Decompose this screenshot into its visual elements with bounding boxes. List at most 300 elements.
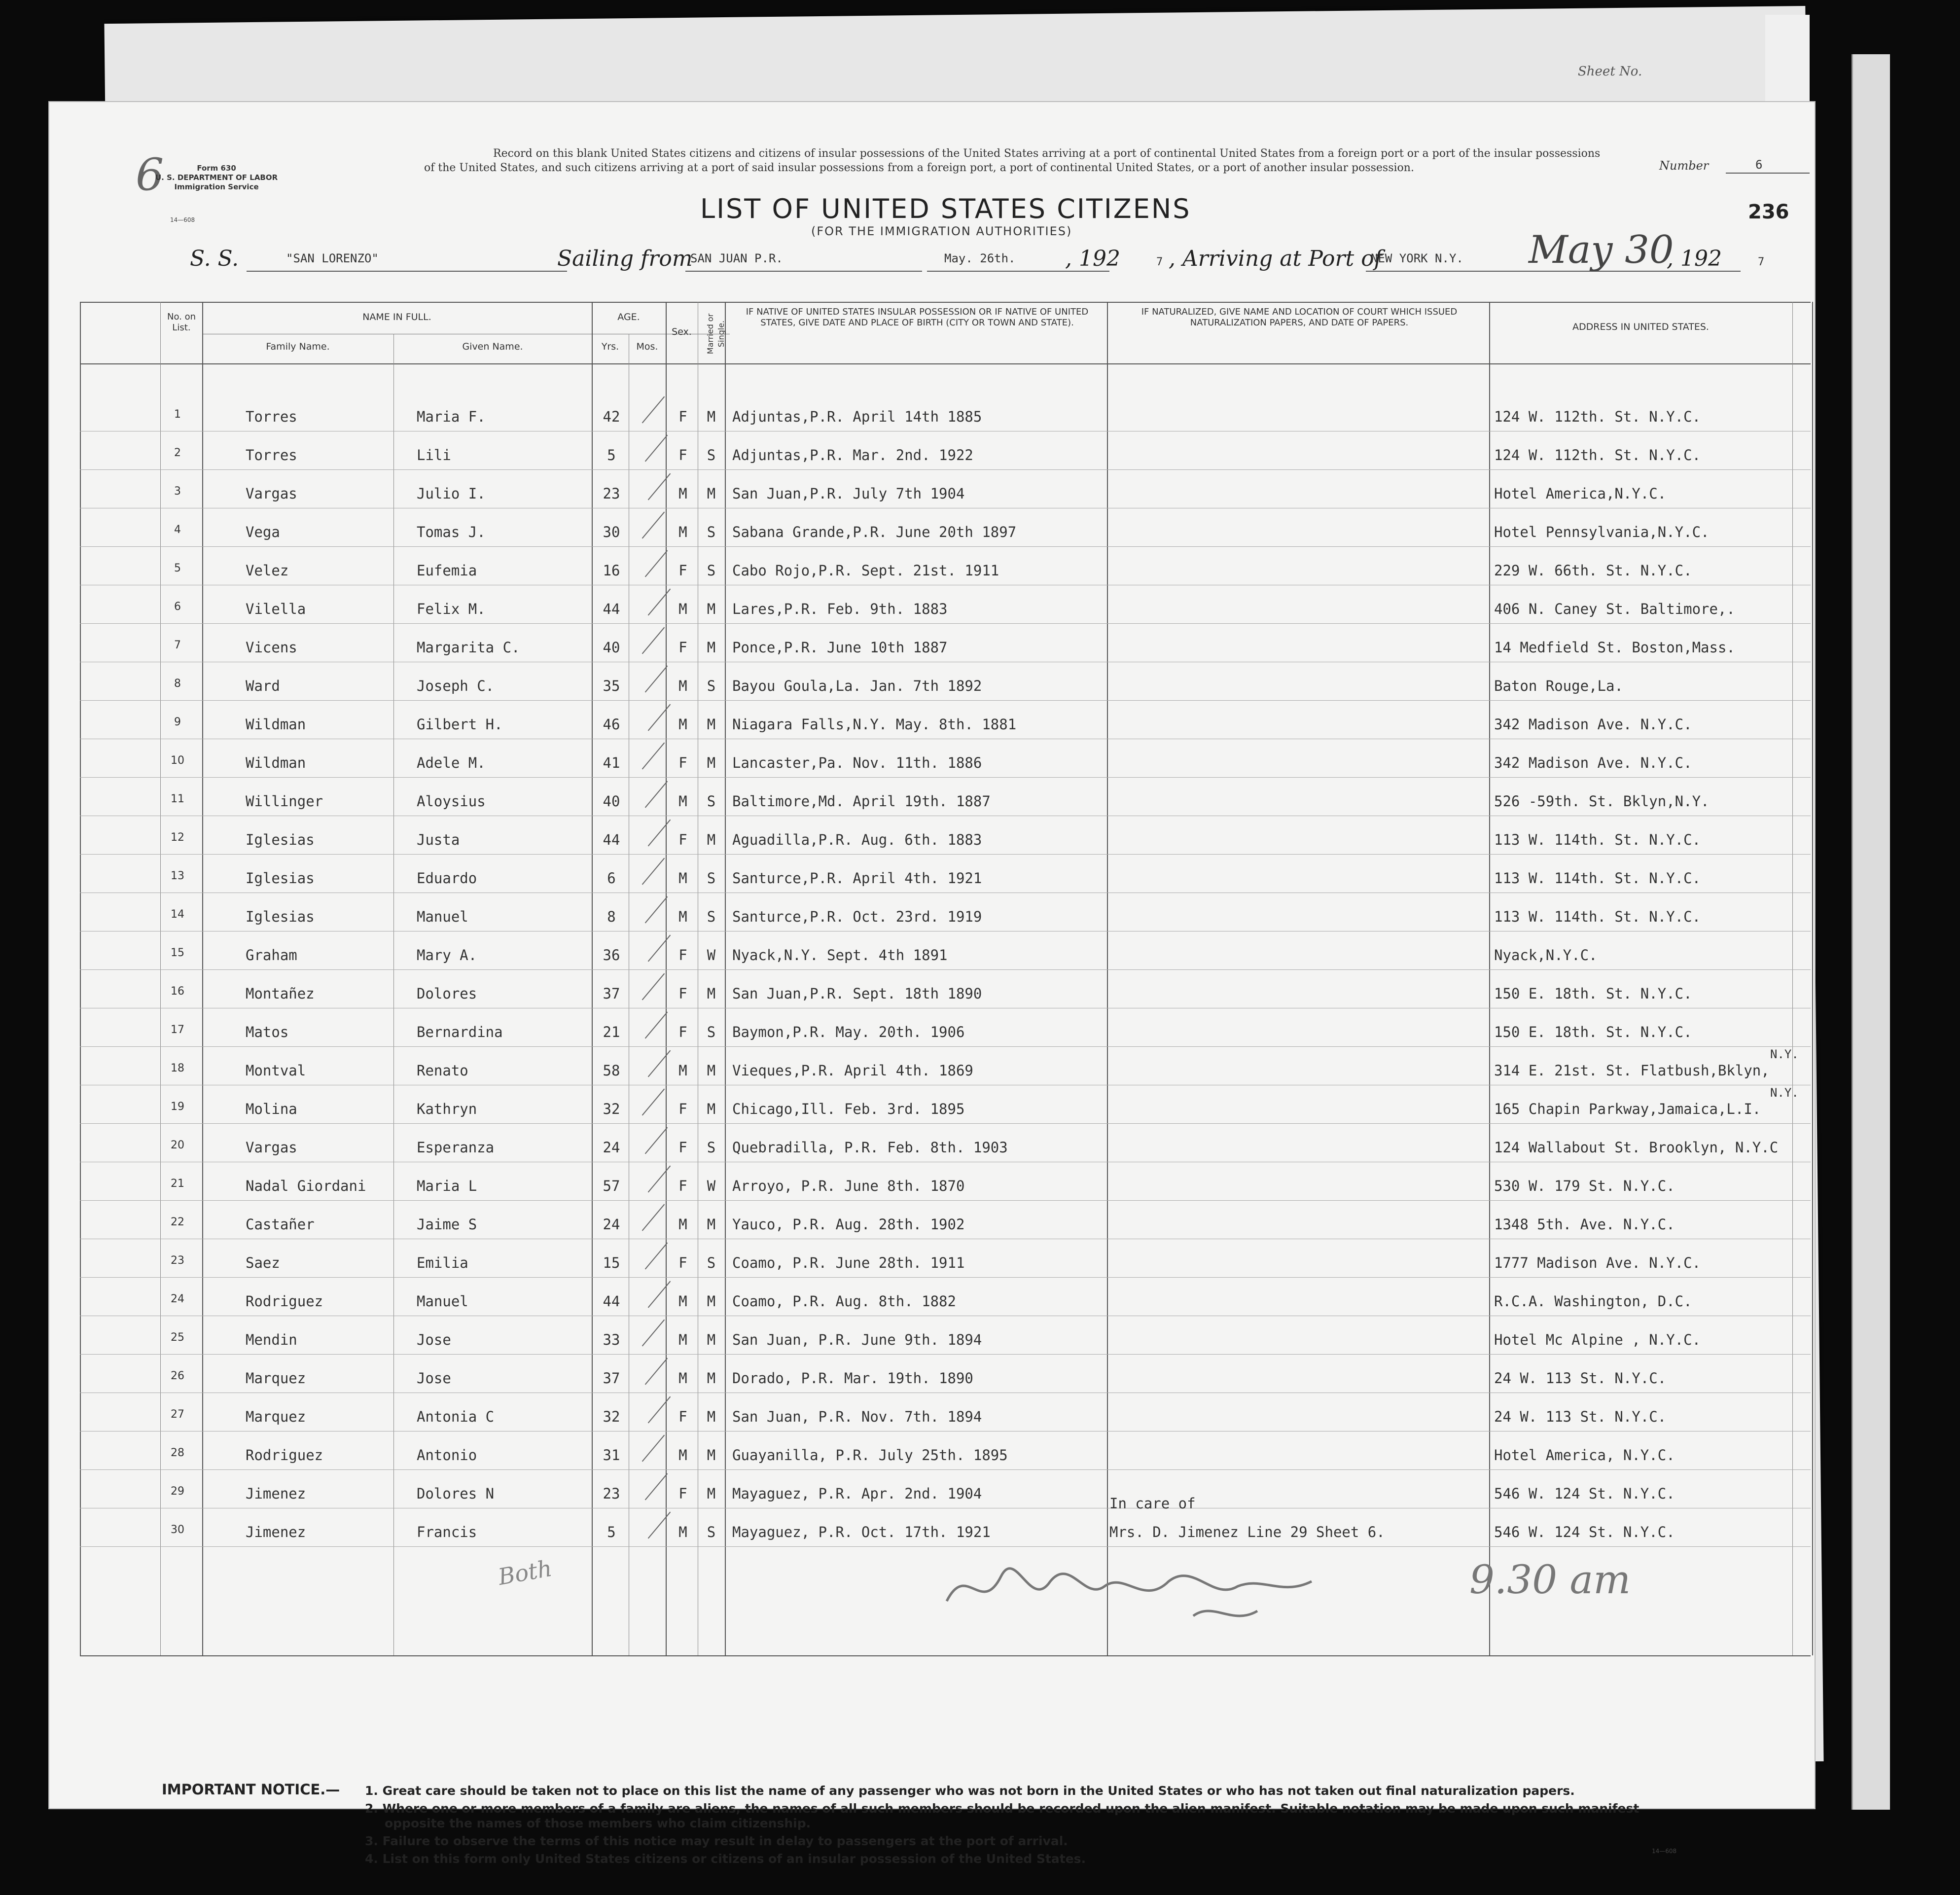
time-note-handwritten: 9.30 am [1469,1557,1631,1603]
sex: M [678,1524,687,1540]
sex: M [678,524,687,540]
birth-place-date: Yauco, P.R. Aug. 28th. 1902 [732,1216,965,1233]
address-note: N.Y. [1770,1047,1799,1061]
age-years: 5 [607,447,616,464]
us-address: 546 W. 124 St. N.Y.C. [1494,1524,1675,1540]
age-years: 32 [603,1101,620,1117]
naturalization-info: In care of [1109,1495,1196,1512]
us-address: 1348 5th. Ave. N.Y.C. [1494,1216,1675,1233]
us-address: R.C.A. Washington, D.C. [1494,1293,1692,1310]
row-divider [80,1123,1811,1124]
family-name: Rodriguez [246,1293,323,1310]
row-number: 5 [174,562,181,574]
col-sep [393,334,394,1655]
age-years: 8 [607,908,616,925]
row-divider [80,1277,1811,1278]
row-divider [80,969,1811,970]
family-name: Wildman [246,754,306,771]
sex: F [678,1408,687,1425]
marital-status: S [707,793,716,810]
notice-2-cont: opposite the names of those members who claim citizenship. [385,1816,811,1830]
row-divider [80,1469,1811,1470]
family-name: Molina [246,1101,297,1117]
arrival-year-prefix: , 192 [1667,246,1722,271]
table-bottom-border [80,1655,1811,1656]
col-sep [725,302,726,1655]
marital-status: M [707,1101,716,1117]
row-number: 7 [174,639,181,651]
given-name: Joseph C. [417,678,495,694]
row-divider [80,623,1811,624]
us-address: 342 Madison Ave. N.Y.C. [1494,716,1692,733]
sailing-underline [685,271,922,272]
arrival-year: 7 [1758,256,1765,268]
sex: M [678,1216,687,1233]
birth-place-date: Mayaguez, P.R. Oct. 17th. 1921 [732,1524,991,1540]
birth-place-date: Quebradilla, P.R. Feb. 8th. 1903 [732,1139,1008,1156]
form-number: Form 630 [197,164,236,173]
us-address: Hotel America,N.Y.C. [1494,485,1667,502]
given-name: Antonio [417,1447,477,1464]
row-divider [80,1354,1811,1355]
row-divider [80,700,1811,701]
given-name: Mary A. [417,947,477,964]
us-address: Baton Rouge,La. [1494,678,1623,694]
us-address: 314 E. 21st. St. Flatbush,Bklyn, [1494,1062,1770,1079]
row-number: 20 [171,1139,184,1151]
check-mark [645,550,668,577]
row-number: 19 [171,1101,184,1113]
row-number: 23 [171,1254,184,1267]
footer-form-code: 14—608 [1652,1848,1677,1855]
row-number: 2 [174,447,181,459]
given-name: Jose [417,1370,451,1387]
family-name: Graham [246,947,297,964]
check-mark [642,1320,665,1347]
sex: F [678,831,687,848]
family-name: Willinger [246,793,323,810]
row-divider [80,1200,1811,1201]
notice-2: 2. Where one or more members of a family are aliens, the names of all such members should be recorded upon the alien manifest. Suitable notation may be made upon such manifest [365,1801,1639,1816]
age-years: 46 [603,716,620,733]
family-name: Vargas [246,485,297,502]
row-divider [80,777,1811,778]
us-address: 124 W. 112th. St. N.Y.C. [1494,447,1701,464]
row-number: 29 [171,1485,184,1498]
us-address: 342 Madison Ave. N.Y.C. [1494,754,1692,771]
family-name: Iglesias [246,870,315,887]
header-mos: Mos. [636,341,658,352]
header-naturalized: IF NATURALIZED, GIVE NAME AND LOCATION OF COURT WHICH ISSUED NATURALIZATION PAPERS, AND DATE OF PAPERS. [1141,307,1458,328]
given-name: Eufemia [417,562,477,579]
sex: M [678,601,687,617]
birth-place-date: Guayanilla, P.R. July 25th. 1895 [732,1447,1008,1464]
birth-place-date: Aguadilla,P.R. Aug. 6th. 1883 [732,831,982,848]
given-name: Kathryn [417,1101,477,1117]
marital-status: M [707,1408,716,1425]
arrival-port: NEW YORK N.Y. [1371,251,1463,265]
marital-status: M [707,601,716,617]
marital-status: S [707,447,716,464]
age-years: 36 [603,947,620,964]
intro-text: Record on this blank United States citizens and citizens of insular possessions of the United States arriving at a port of continental United States from a foreign port or a port of the insular possessions of the United States, and such citizens arriving at a port of said insular possessions from a foreign port, a port of continental United States, or a port of another insular possession. [424,147,1601,174]
page-title: LIST OF UNITED STATES CITIZENS [700,193,1191,224]
sex: M [678,716,687,733]
family-name: Torres [246,447,297,464]
check-mark [645,435,668,462]
family-name: Nadal Giordani [246,1178,366,1194]
us-address: 113 W. 114th. St. N.Y.C. [1494,831,1701,848]
header-given-name: Given Name. [462,341,523,352]
naturalization-info: Mrs. D. Jimenez Line 29 Sheet 6. [1109,1524,1385,1540]
col-sep [1489,302,1490,1655]
family-name: Iglesias [246,831,315,848]
us-address: 229 W. 66th. St. N.Y.C. [1494,562,1692,579]
age-years: 44 [603,1293,620,1310]
given-name: Bernardina [417,1024,503,1040]
sheet-no-label: Sheet No. [1578,64,1642,79]
family-name: Velez [246,562,289,579]
us-address: 150 E. 18th. St. N.Y.C. [1494,985,1692,1002]
age-years: 40 [603,793,620,810]
notice-3: 3. Failure to observe the terms of this notice may result in delay to passengers at the port of arrival. [365,1834,1068,1848]
sex: M [678,1331,687,1348]
row-number: 12 [171,831,184,844]
ship-name: "SAN LORENZO" [286,251,379,265]
age-years: 37 [603,1370,620,1387]
given-name: Francis [417,1524,477,1540]
age-years: 31 [603,1447,620,1464]
birth-place-date: Dorado, P.R. Mar. 19th. 1890 [732,1370,973,1387]
check-mark [648,473,671,501]
marital-status: M [707,1447,716,1464]
check-mark [645,1243,668,1270]
service-name: Immigration Service [174,182,259,191]
given-name: Margarita C. [417,639,520,656]
family-name: Montañez [246,985,315,1002]
birth-place-date: Coamo, P.R. Aug. 8th. 1882 [732,1293,956,1310]
given-name: Maria F. [417,408,486,425]
arriving-label: , Arriving at Port of [1169,246,1382,271]
age-years: 6 [607,870,616,887]
check-mark [642,512,665,539]
age-years: 15 [603,1254,620,1271]
age-years: 40 [603,639,620,656]
given-name: Dolores N [417,1485,495,1502]
check-mark [645,1473,668,1501]
sex: F [678,1139,687,1156]
corner-mark: 6 [136,149,164,201]
birth-place-date: Baymon,P.R. May. 20th. 1906 [732,1024,965,1040]
us-address: 530 W. 179 St. N.Y.C. [1494,1178,1675,1194]
birth-place-date: Arroyo, P.R. June 8th. 1870 [732,1178,965,1194]
birth-place-date: Ponce,P.R. June 10th 1887 [732,639,948,656]
family-name: Matos [246,1024,289,1040]
age-years: 23 [603,1485,620,1502]
given-name: Jose [417,1331,451,1348]
given-name: Justa [417,831,460,848]
given-name: Gilbert H. [417,716,503,733]
row-divider [80,1046,1811,1047]
us-address: 113 W. 114th. St. N.Y.C. [1494,908,1701,925]
age-years: 23 [603,485,620,502]
marital-status: M [707,1370,716,1387]
ss-label: S. S. [190,246,239,271]
marital-status: S [707,678,716,694]
check-mark [648,1050,671,1077]
family-name: Montval [246,1062,306,1079]
table-header-bottom [80,363,1811,364]
row-number: 9 [174,716,181,728]
adjacent-page-edge [1852,54,1890,1810]
page-subtitle: (FOR THE IMMIGRATION AUTHORITIES) [811,224,1072,238]
birth-place-date: Lares,P.R. Feb. 9th. 1883 [732,601,948,617]
check-mark [642,1204,665,1231]
age-years: 37 [603,985,620,1002]
check-mark [648,1396,671,1424]
check-mark [642,627,665,654]
header-address: ADDRESS IN UNITED STATES. [1572,322,1709,332]
marital-status: M [707,1485,716,1502]
sail-year: 7 [1156,256,1163,268]
given-name: Antonia C [417,1408,495,1425]
birth-place-date: Adjuntas,P.R. April 14th 1885 [732,408,982,425]
age-years: 57 [603,1178,620,1194]
age-years: 24 [603,1216,620,1233]
age-years: 44 [603,601,620,617]
birth-place-date: Baltimore,Md. April 19th. 1887 [732,793,991,810]
age-years: 42 [603,408,620,425]
sex: M [678,1447,687,1464]
check-mark [642,396,665,424]
given-name: Esperanza [417,1139,495,1156]
sheet-number: 236 [1748,201,1789,223]
check-mark [648,820,671,847]
notice-4: 4. List on this form only United States citizens or citizens of an insular possession of the United States. [365,1852,1086,1866]
col-sep [666,302,667,1655]
marital-status: S [707,562,716,579]
sex: F [678,1024,687,1040]
row-number: 3 [174,485,181,498]
given-name: Felix M. [417,601,486,617]
given-name: Maria L [417,1178,477,1194]
number-value: 6 [1755,158,1763,172]
header-married-single: Married or Single. [706,313,726,355]
row-number: 10 [171,754,184,767]
arrival-date-handwritten: May 30 [1529,228,1674,272]
check-mark [645,1358,668,1385]
age-years: 32 [603,1408,620,1425]
marital-status: M [707,985,716,1002]
marital-status: M [707,1331,716,1348]
us-address: Hotel Pennsylvania,N.Y.C. [1494,524,1710,540]
given-name: Aloysius [417,793,486,810]
row-number: 13 [171,870,184,882]
given-name: Lili [417,447,451,464]
age-years: 33 [603,1331,620,1348]
marital-status: M [707,1062,716,1079]
marital-status: S [707,1254,716,1271]
birth-place-date: Chicago,Ill. Feb. 3rd. 1895 [732,1101,965,1117]
address-note: N.Y. [1770,1086,1799,1100]
given-name: Jaime S [417,1216,477,1233]
row-number: 26 [171,1370,184,1382]
birth-place-date: Vieques,P.R. April 4th. 1869 [732,1062,973,1079]
header-no-on-list: No. on List. [167,312,196,333]
family-name: Torres [246,408,297,425]
row-number: 27 [171,1408,184,1421]
family-name: Vicens [246,639,297,656]
row-number: 15 [171,947,184,959]
check-mark [648,1166,671,1193]
sex: M [678,908,687,925]
us-address: 124 Wallabout St. Brooklyn, N.Y.C [1494,1139,1779,1156]
number-label: Number [1659,159,1709,173]
col-sep [202,302,203,1655]
marital-status: S [707,524,716,540]
number-underline [1726,173,1810,174]
family-name: Marquez [246,1408,306,1425]
given-name: Tomas J. [417,524,486,540]
header-birth: IF NATIVE OF UNITED STATES INSULAR POSSESSION OR IF NATIVE OF UNITED STATES, GIVE DATE AND PLACE OF BIRTH (CITY OR TOWN AND STATE). [746,307,1089,328]
sex: F [678,1101,687,1117]
marital-status: M [707,754,716,771]
sex: M [678,793,687,810]
us-address: 526 -59th. St. Bklyn,N.Y. [1494,793,1710,810]
header-family-name: Family Name. [266,341,330,352]
check-mark [642,1435,665,1462]
row-number: 18 [171,1062,184,1074]
family-name: Mendin [246,1331,297,1348]
header-sex: Sex. [672,326,692,337]
check-mark [645,896,668,924]
sex: F [678,447,687,464]
marital-status: M [707,716,716,733]
notice-heading: IMPORTANT NOTICE.— [162,1781,340,1798]
family-name: Vilella [246,601,306,617]
row-number: 25 [171,1331,184,1344]
birth-place-date: Sabana Grande,P.R. June 20th 1897 [732,524,1017,540]
table-left-border [80,302,81,1655]
birth-place-date: Bayou Goula,La. Jan. 7th 1892 [732,678,982,694]
sex: F [678,754,687,771]
form-info [155,164,278,192]
us-address: 165 Chapin Parkway,Jamaica,L.I. [1494,1101,1761,1117]
check-mark [642,858,665,885]
sex: M [678,485,687,502]
given-name: Julio I. [417,485,486,502]
row-number: 1 [174,408,181,421]
row-number: 4 [174,524,181,536]
family-name: Vega [246,524,280,540]
sex: M [678,1293,687,1310]
notice-1: 1. Great care should be taken not to place on this list the name of any passenger who was not born in the United States or who has not taken out final naturalization papers. [365,1784,1575,1798]
us-address: 546 W. 124 St. N.Y.C. [1494,1485,1675,1502]
sex: F [678,1178,687,1194]
row-number: 22 [171,1216,184,1228]
family-name: Saez [246,1254,280,1271]
margin-note-handwritten: Both [496,1554,554,1591]
check-mark [642,743,665,770]
row-number: 6 [174,601,181,613]
birth-place-date: San Juan,P.R. July 7th 1904 [732,485,965,502]
age-years: 21 [603,1024,620,1040]
us-address: 24 W. 113 St. N.Y.C. [1494,1408,1667,1425]
family-name: Ward [246,678,280,694]
marital-status: M [707,1293,716,1310]
us-address: 406 N. Caney St. Baltimore,. [1494,601,1735,617]
marital-status: W [707,947,716,964]
family-name: Marquez [246,1370,306,1387]
age-years: 44 [603,831,620,848]
sex: F [678,408,687,425]
header-age: AGE. [617,312,640,322]
us-address: Hotel Mc Alpine , N.Y.C. [1494,1331,1701,1348]
given-name: Adele M. [417,754,486,771]
marital-status: S [707,908,716,925]
us-address: Hotel America, N.Y.C. [1494,1447,1675,1464]
marital-status: M [707,831,716,848]
col-sep [1792,302,1793,1655]
given-name: Emilia [417,1254,468,1271]
check-mark [648,704,671,731]
row-number: 17 [171,1024,184,1036]
sailing-from-label: Sailing from [557,246,693,271]
marital-status: M [707,639,716,656]
check-mark [648,589,671,616]
check-mark [648,1281,671,1308]
birth-place-date: San Juan, P.R. Nov. 7th. 1894 [732,1408,982,1425]
check-mark [642,1089,665,1116]
sex: F [678,562,687,579]
birth-place-date: Adjuntas,P.R. Mar. 2nd. 1922 [732,447,973,464]
check-mark [642,973,665,1001]
row-number: 30 [171,1524,184,1536]
marital-status: S [707,1524,716,1540]
row-divider [80,469,1811,470]
age-years: 30 [603,524,620,540]
family-name: Rodriguez [246,1447,323,1464]
birth-place-date: San Juan,P.R. Sept. 18th 1890 [732,985,982,1002]
given-name: Dolores [417,985,477,1002]
family-name: Jimenez [246,1485,306,1502]
birth-place-date: Santurce,P.R. Oct. 23rd. 1919 [732,908,982,925]
birth-place-date: Santurce,P.R. April 4th. 1921 [732,870,982,887]
marital-status: M [707,408,716,425]
family-name: Castañer [246,1216,315,1233]
check-mark [648,1512,671,1539]
manifest-page [48,101,1816,1866]
marital-status: W [707,1178,716,1194]
sex: F [678,1485,687,1502]
birth-place-date: Nyack,N.Y. Sept. 4th 1891 [732,947,948,964]
age-years: 16 [603,562,620,579]
sex: M [678,1370,687,1387]
row-divider [80,854,1811,855]
us-address: 1777 Madison Ave. N.Y.C. [1494,1254,1701,1271]
row-number: 8 [174,678,181,690]
sex: F [678,947,687,964]
table-top-border [80,302,1811,303]
check-mark [645,666,668,693]
row-number: 24 [171,1293,184,1305]
sex: F [678,985,687,1002]
sex: F [678,639,687,656]
birth-place-date: San Juan, P.R. June 9th. 1894 [732,1331,982,1348]
birth-place-date: Mayaguez, P.R. Apr. 2nd. 1904 [732,1485,982,1502]
age-years: 24 [603,1139,620,1156]
sex: M [678,1062,687,1079]
